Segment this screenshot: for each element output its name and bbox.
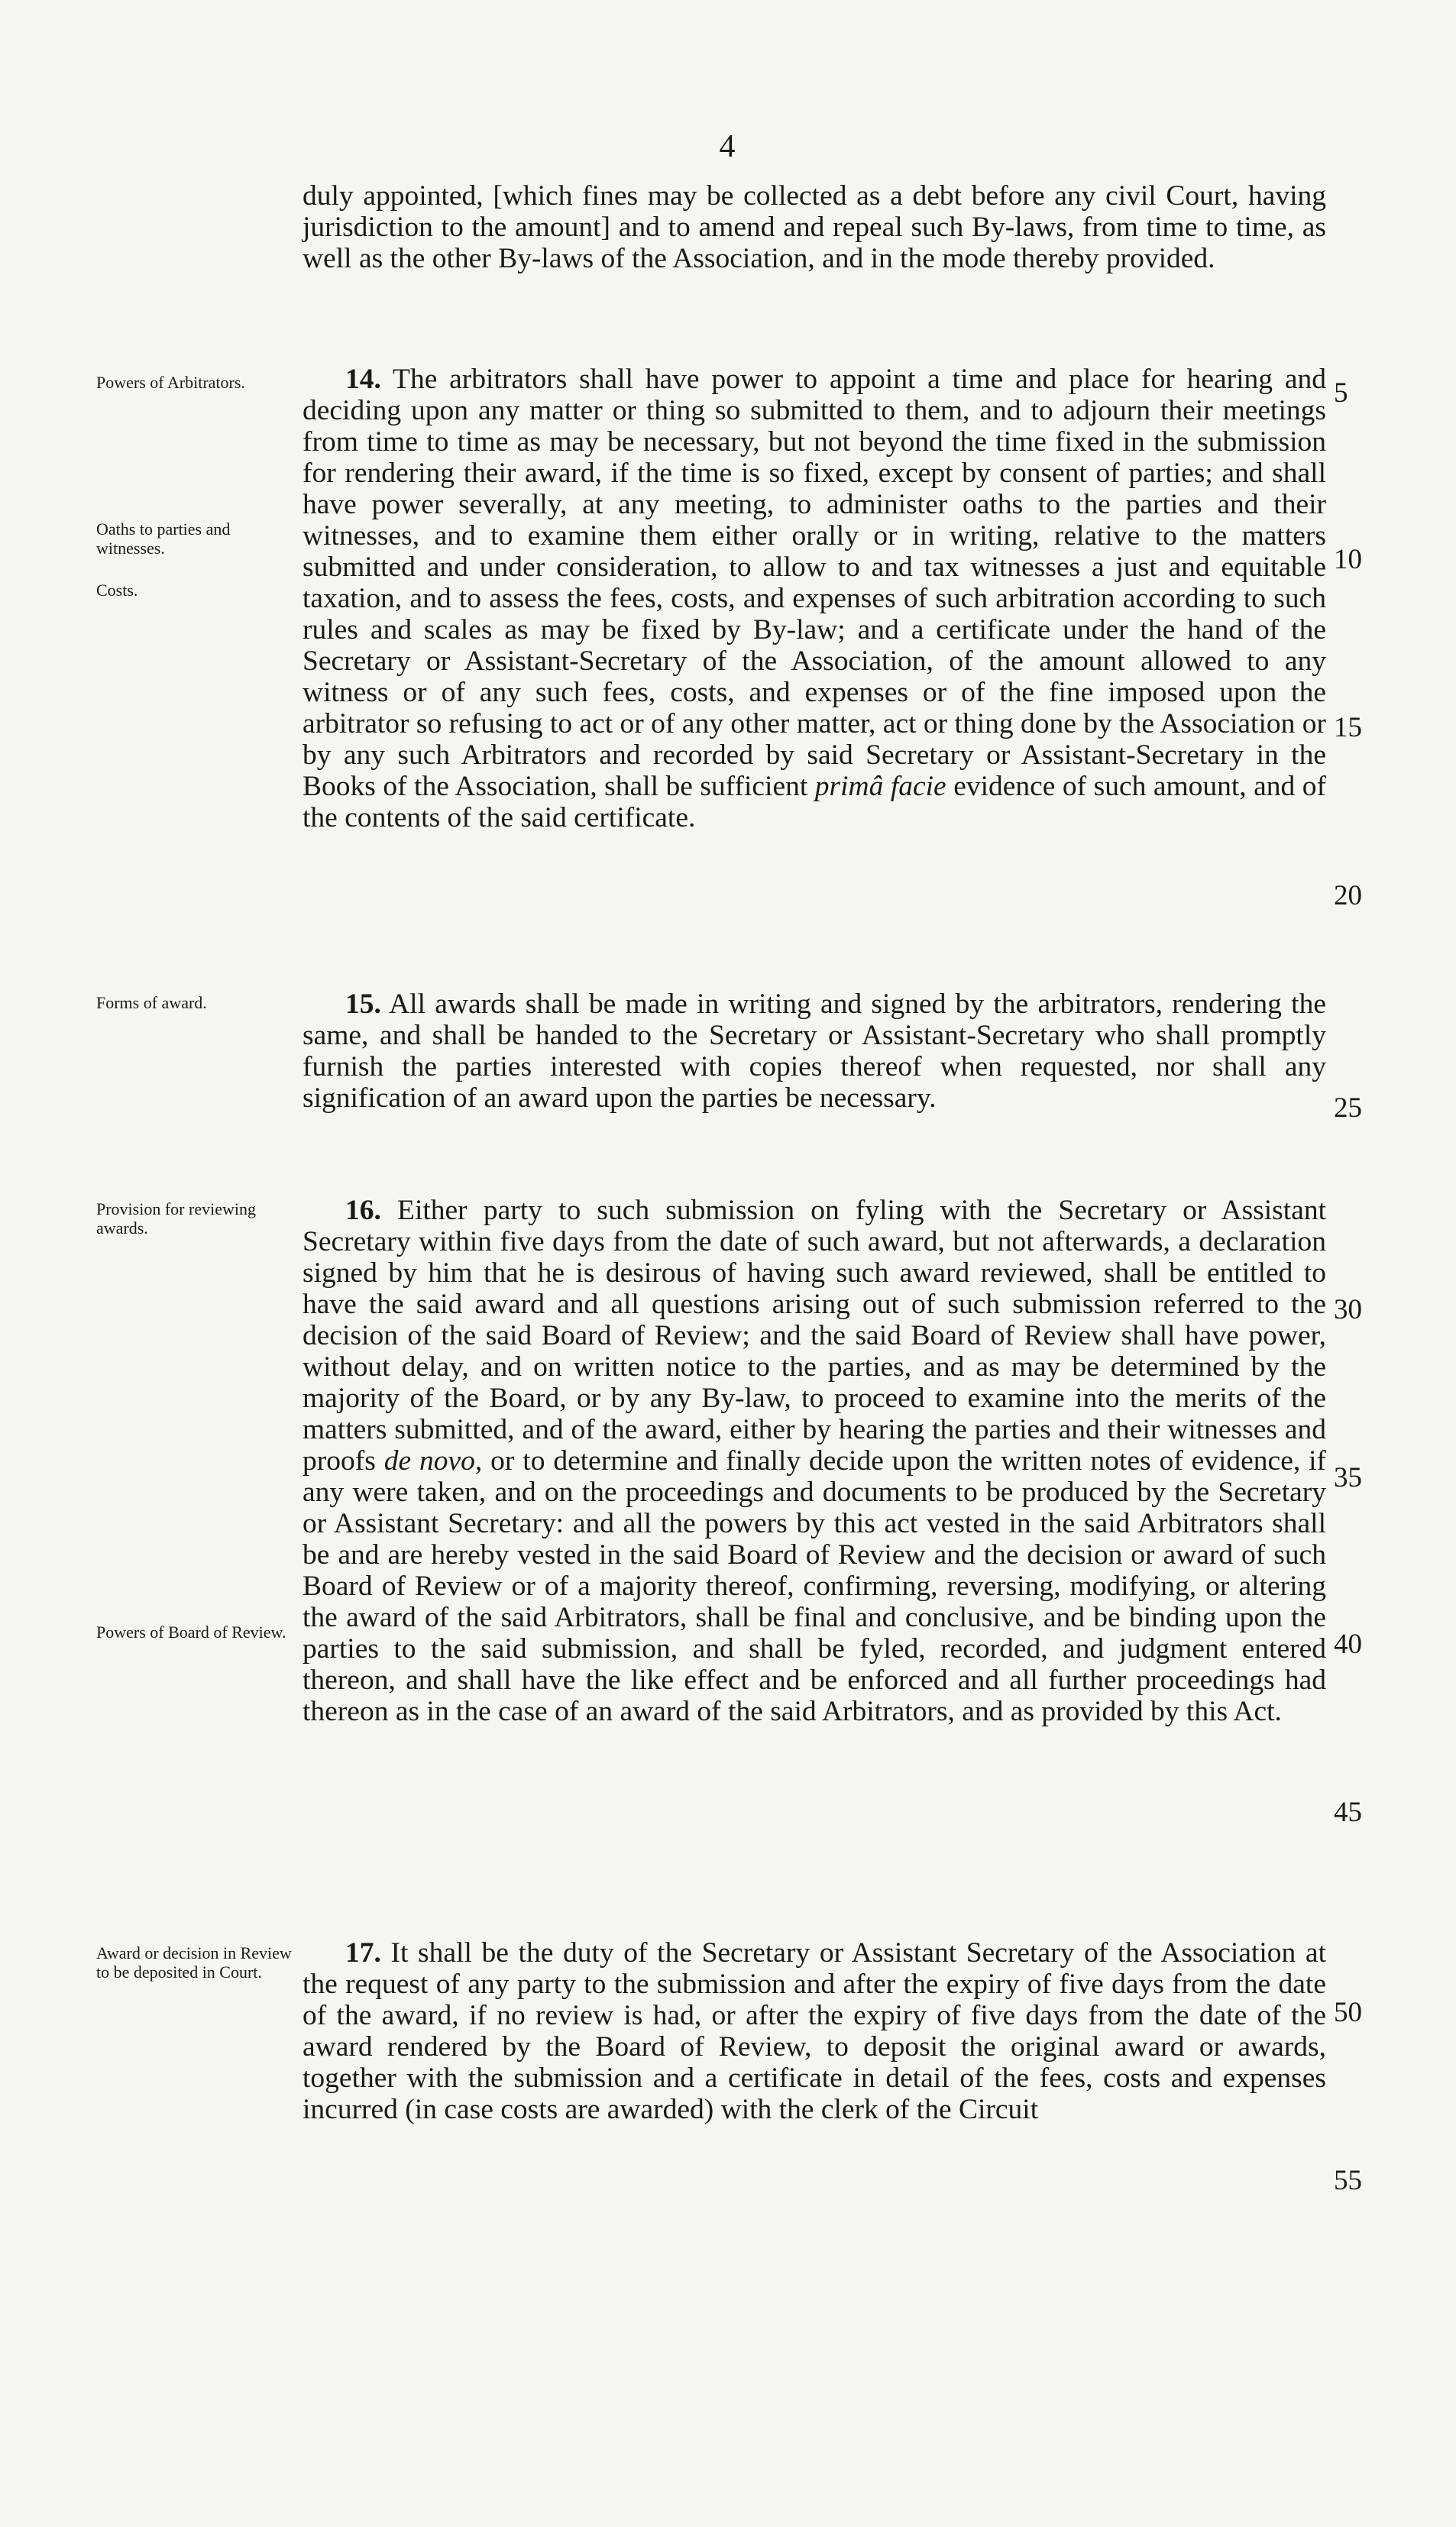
paragraph-text-tail: evidence of such amount, and of the contents of the said certificate. — [303, 771, 1327, 833]
margin-note: Award or decision in Review to be deposited in Court. — [96, 1943, 292, 1982]
paragraph-text: duly appointed, [which fines may be collected as a debt before any civil Court, having jurisdiction to the amount] and to amend and repeal such By-laws, from time to time, as well as the other By-laws of the Association, and in the mode thereby provided. — [303, 180, 1326, 274]
line-number: 5 — [1334, 377, 1348, 409]
section-16 — [303, 1195, 1326, 1727]
line-number: 35 — [1334, 1462, 1362, 1493]
paragraph-text: Either party to such submission on fyling with the Secretary or Assistant Secretary within five days from the date of such award, but not afterwards, a declaration signed by him that he is desirous of having such award reviewed, shall be entitled to have the said award and all questions arising out of such submission referred to the decision of the said Board of Review; and the said Board of Review shall have power, without delay, and on written notice to the parties, and as may be determined by the majority of the Board, or by any By-law, to proceed to examine into the merits of the matters submitted, and of the award, either by hearing the parties and their witnesses and proofs — [303, 1195, 1327, 1477]
section-14 — [303, 364, 1326, 833]
line-number: 55 — [1334, 2165, 1362, 2196]
section-number: 17. — [345, 1937, 381, 1969]
page-number: 4 — [719, 129, 737, 164]
margin-note: Forms of award. — [96, 993, 207, 1012]
margin-note: Costs. — [96, 581, 138, 600]
line-number: 40 — [1334, 1629, 1362, 1660]
section-number: 14. — [345, 364, 381, 395]
line-number: 30 — [1334, 1294, 1362, 1325]
section-17 — [303, 1937, 1326, 2125]
line-number: 45 — [1334, 1797, 1362, 1828]
margin-note: Powers of Board of Review. — [96, 1623, 286, 1642]
margin-note: Provision for reviewing awards. — [96, 1199, 256, 1238]
paragraph-text-tail: or to determine and finally decide upon the written notes of evidence, if any were taken, and on the proceedings and documents to be produced by the Secretary or Assistant Secretary: and all the powers by this act vested in the said Arbitrators shall be and are hereby vested in the said Board of Review and the decision or award of such Board of Review or of a majority thereof, confirming, reversing, modifying, or altering the award of the said Arbitrators, shall be final and conclusive, and be binding upon the parties to the said submission, and shall be fyled, recorded, and judgment entered thereon, and shall have the like effect and be enforced and all further proceedings had thereon as in the case of an award of the said Arbitrators, and as provided by this Act. — [303, 1445, 1327, 1727]
margin-note: Oaths to parties and witnesses. — [96, 519, 231, 558]
line-number: 50 — [1334, 1997, 1362, 2028]
paragraph-text: It shall be the duty of the Secretary or Assistant Secretary of the Association at the request of any party to the submission and after the expiry of five days from the date of the award, if no review is had, or after the expiry of five days from the date of the award rendered by the Board of Review, to deposit the original award or awards, together with the submission and a certificate in detail of the fees, costs and expenses incurred (in case costs are awarded) with the clerk of the Circuit — [303, 1937, 1326, 2125]
paragraph-text: All awards shall be made in writing and signed by the arbitrators, rendering the same, and shall be handed to the Secretary or Assistant-Secretary who shall promptly furnish the parties interested with copies thereof when requested, nor shall any signification of an award upon the parties be necessary. — [303, 988, 1326, 1114]
italic-term: primâ facie — [814, 771, 946, 802]
section-15 — [303, 988, 1326, 1114]
line-number: 10 — [1334, 544, 1362, 575]
line-number: 20 — [1334, 880, 1362, 911]
section-number: 15. — [345, 988, 381, 1020]
margin-note: Powers of Arbitrators. — [96, 373, 245, 392]
section-number: 16. — [345, 1195, 381, 1226]
paragraph-continuation — [303, 180, 1326, 274]
italic-term: de novo, — [383, 1445, 483, 1477]
line-number: 25 — [1334, 1092, 1362, 1124]
line-number: 15 — [1334, 712, 1362, 743]
paragraph-text: The arbitrators shall have power to appoint a time and place for hearing and deciding upon any matter or thing so submitted to them, and to adjourn their meetings from time to time as may be necessary, but not beyond the time fixed in the submission for rendering their award, if the time is so fixed, except by consent of parties; and shall have power severally, at any meeting, to administer oaths to the parties and their witnesses, and to examine them either orally or in writing, relative to the matters submitted and under consideration, to allow to and tax witnesses a just and equitable taxation, and to assess the fees, costs, and expenses of such arbitration according to such rules and scales as may be fixed by By-law; and a certificate under the hand of the Secretary or Assistant-Secretary of the Association, of the amount allowed to any witness or of any such fees, costs, and expenses or of the fine imposed upon the arbitrator so refusing to act or of any other matter, act or thing done by the Association or by any such Arbitrators and recorded by said Secretary or Assistant-Secretary in the Books of the Association, shall be sufficient — [303, 364, 1326, 802]
